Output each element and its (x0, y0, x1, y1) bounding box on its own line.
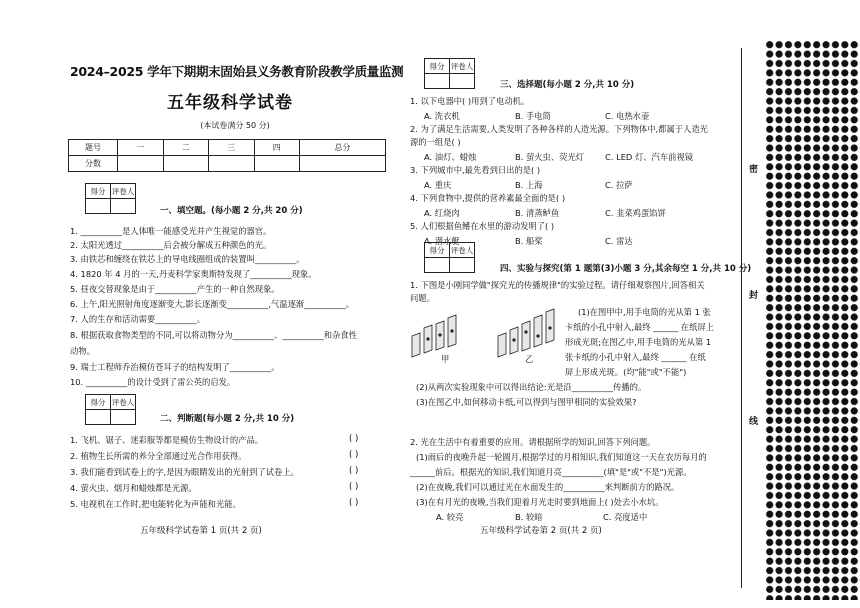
grader-label: 评卷人 (111, 184, 136, 199)
choice-option[interactable]: C. 拉萨 (605, 180, 633, 190)
grader-label: 评卷人 (450, 59, 475, 74)
figure-label-jia: 甲 (441, 354, 450, 364)
choice-stem: 3. 下列城市中,最先看到日出的是( ) (410, 165, 541, 175)
exp-q1-line: 张卡纸的小孔中射入,最终 ______ 在纸 (565, 352, 706, 362)
score-cell: 分数 (69, 156, 118, 172)
grader-label: 评卷人 (111, 395, 136, 410)
grader-label: 得分 (86, 184, 111, 199)
score-entry[interactable] (300, 156, 386, 172)
choice-option[interactable]: B. 萤火虫、荧光灯 (515, 152, 585, 162)
answer-paren[interactable]: ( ) (349, 498, 359, 508)
choice-option[interactable]: C. LED 灯、汽车前视镜 (605, 152, 694, 162)
grader-entry[interactable] (450, 258, 475, 273)
exam-title: 2024–2025 学年下期期末固始县义务教育阶段教学质量监测 (70, 64, 404, 79)
figure-label-yi: 乙 (525, 354, 534, 364)
answer-paren[interactable]: ( ) (349, 466, 359, 476)
subject-title: 五年级科学试卷 (167, 93, 293, 113)
section3-title: 三、选择题(每小题 2 分,共 10 分) (500, 80, 635, 90)
judge-item: 4. 萤火虫、烟月和蜡烛都是光源。 (70, 483, 197, 493)
exp-q1-line: 卡纸的小孔中射入,最终 ______ 在纸屏上 (565, 322, 714, 332)
fill-item: 5. 昼夜交替现象是由于__________产生的一种自然现象。 (70, 284, 280, 294)
section4-title: 四、实验与探究(第 1 题第(3)小题 3 分,其余每空 1 分,共 10 分) (500, 264, 752, 274)
choice-stem: 2. 为了满足生活需要,人类发明了各种各样的人造光源。下列物体中,都属于人造光 (410, 124, 708, 134)
fill-item: 4. 1820 年 4 月的一天,丹麦科学家奥斯特发现了__________现象。 (70, 269, 317, 279)
fill-item: 7. 人的生存和活动需要__________。 (70, 314, 206, 324)
exp-q2-line: ______前后。根据光的知识,我们知道月亮__________(填"是"或"不是")光源。 (410, 467, 692, 477)
score-entry[interactable] (254, 156, 300, 172)
judge-item: 3. 我们能看到试卷上的字,是因为眼睛发出的光射到了试卷上。 (70, 467, 299, 477)
score-cell: 一 (118, 140, 164, 156)
answer-paren[interactable]: ( ) (349, 450, 359, 460)
grader-label: 评卷人 (450, 243, 475, 258)
fill-item: 9. 瑞士工程师乔治模仿苍耳子的结构发明了__________。 (70, 362, 280, 372)
grader-entry[interactable] (111, 410, 136, 425)
section2-title: 二、判断题(每小题 2 分,共 10 分) (160, 414, 295, 424)
choice-stem: 源的一组是( ) (410, 137, 461, 147)
fill-item: 8. 根据获取食物类型的不同,可以将动物分为__________、__________和杂食性 (70, 330, 357, 340)
exp-intro: 问题。 (410, 293, 435, 303)
exp-q1-3: (3)在图乙中,如何移动卡纸,可以得到与图甲相同的实验效果? (416, 397, 637, 407)
seal-line (741, 48, 742, 588)
choice-option[interactable]: A. 潜水艇 (424, 236, 460, 246)
score-cell: 四 (254, 140, 300, 156)
choice-option[interactable]: C. 雷达 (605, 236, 633, 246)
fill-item: 6. 上午,阳光照射角度逐渐变大,影长逐渐变__________,气温逐渐__________。 (70, 299, 354, 309)
choice-option[interactable]: A. 洗衣机 (424, 111, 460, 121)
answer-paren[interactable]: ( ) (349, 434, 359, 444)
exp-q2-line: (3)在有月光的夜晚,当我们迎着月光走时要到地面上( )处去小水坑。 (416, 497, 664, 507)
seal-char: 封 (749, 286, 758, 303)
grader-box (424, 242, 475, 273)
choice-stem: 5. 人们根据鱼鳍在水里的游动发明了( ) (410, 221, 555, 231)
grader-entry[interactable] (425, 74, 450, 89)
exp-q1-line: (1)在图甲中,用手电筒的光从第 1 张 (578, 307, 711, 317)
judge-item: 2. 植物生长所需的养分全部通过光合作用获得。 (70, 451, 247, 461)
choice-stem: 4. 下列食物中,提供的营养素最全面的是( ) (410, 193, 566, 203)
choice-option[interactable]: C. 亮度适中 (603, 512, 648, 522)
choice-option[interactable]: A. 重庆 (424, 180, 452, 190)
grader-entry[interactable] (450, 74, 475, 89)
choice-option[interactable]: B. 较暗 (515, 512, 543, 522)
choice-option[interactable]: B. 手电筒 (515, 111, 551, 121)
answer-paren[interactable]: ( ) (349, 482, 359, 492)
exp-q2-line: (2)在夜晚,我们可以通过光在水面发生的__________来判断前方的路况。 (416, 482, 680, 492)
score-cell: 题号 (69, 140, 118, 156)
grader-entry[interactable] (86, 199, 111, 214)
score-table (68, 139, 386, 172)
page-footer: 五年级科学试卷第 1 页(共 2 页) (140, 526, 262, 536)
section1-title: 一、填空题。(每小题 2 分,共 20 分) (160, 206, 303, 216)
grader-box (85, 394, 136, 425)
grader-box (424, 58, 475, 89)
choice-option[interactable]: B. 上海 (515, 180, 543, 190)
full-mark-note: (本试卷满分 50 分) (200, 121, 270, 130)
grader-label: 得分 (86, 395, 111, 410)
seal-char: 密 (749, 160, 758, 177)
light-experiment-figure (410, 306, 558, 360)
score-entry[interactable] (118, 156, 164, 172)
grader-label: 得分 (425, 243, 450, 258)
grader-entry[interactable] (425, 258, 450, 273)
choice-option[interactable]: C. 电热水壶 (605, 111, 650, 121)
choice-option[interactable]: C. 韭菜鸡蛋馅饼 (605, 208, 666, 218)
choice-option[interactable]: A. 较亮 (436, 512, 464, 522)
dot-border-pattern (765, 40, 860, 600)
fill-item: 动物。 (70, 346, 95, 356)
score-entry[interactable] (209, 156, 255, 172)
fill-item: 10. __________的设计受到了雷公英的启发。 (70, 377, 236, 387)
exp-q1-line: 屏上形成光斑。(均"能"或"不能") (565, 367, 687, 377)
fill-item: 3. 由铁芯和缠绕在铁芯上的导电线圈组成的装置叫__________。 (70, 254, 305, 264)
exp-intro: 1. 下图是小刚同学做"探究光的传播规律"的实验过程。请仔细观察图片,回答相关 (410, 280, 705, 290)
choice-option[interactable]: A. 油灯、蜡烛 (424, 152, 477, 162)
choice-stem: 1. 以下电器中( )用到了电动机。 (410, 96, 530, 106)
grader-label: 得分 (425, 59, 450, 74)
page-footer: 五年级科学试卷第 2 页(共 2 页) (480, 526, 602, 536)
score-cell: 二 (163, 140, 209, 156)
grader-box (85, 183, 136, 214)
choice-option[interactable]: B. 清蒸鲈鱼 (515, 208, 560, 218)
fill-item: 2. 太阳光透过__________后会被分解成五种颜色的光。 (70, 240, 272, 250)
exp-q2-intro: 2. 光在生活中有着重要的应用。请根据所学的知识,回答下列问题。 (410, 437, 656, 447)
judge-item: 1. 飞机、锯子、迷彩服等都是模仿生物设计的产品。 (70, 435, 264, 445)
exp-q1-2: (2)从两次实验现象中可以得出结论:光是沿__________传播的。 (416, 382, 647, 392)
score-cell: 总分 (300, 140, 386, 156)
grader-entry[interactable] (111, 199, 136, 214)
score-cell: 三 (209, 140, 255, 156)
figure-yi (498, 309, 554, 357)
choice-option[interactable]: A. 红烧肉 (424, 208, 460, 218)
choice-option[interactable]: B. 船桨 (515, 236, 543, 246)
exp-q2-line: (1)雨后的夜晚升起一轮圆月,根据学过的月相知识,我们知道这一天在农历每月的 (416, 452, 707, 462)
seal-char: 线 (749, 412, 758, 429)
score-entry[interactable] (163, 156, 209, 172)
judge-item: 5. 电视机在工作时,把电能转化为声能和光能。 (70, 499, 241, 509)
figure-jia (412, 315, 456, 357)
fill-item: 1. __________是人体唯一能感受光并产生视觉的器官。 (70, 226, 272, 236)
grader-entry[interactable] (86, 410, 111, 425)
exp-q1-line: 形成光斑;在图乙中,用手电筒的光从第 1 (565, 337, 712, 347)
